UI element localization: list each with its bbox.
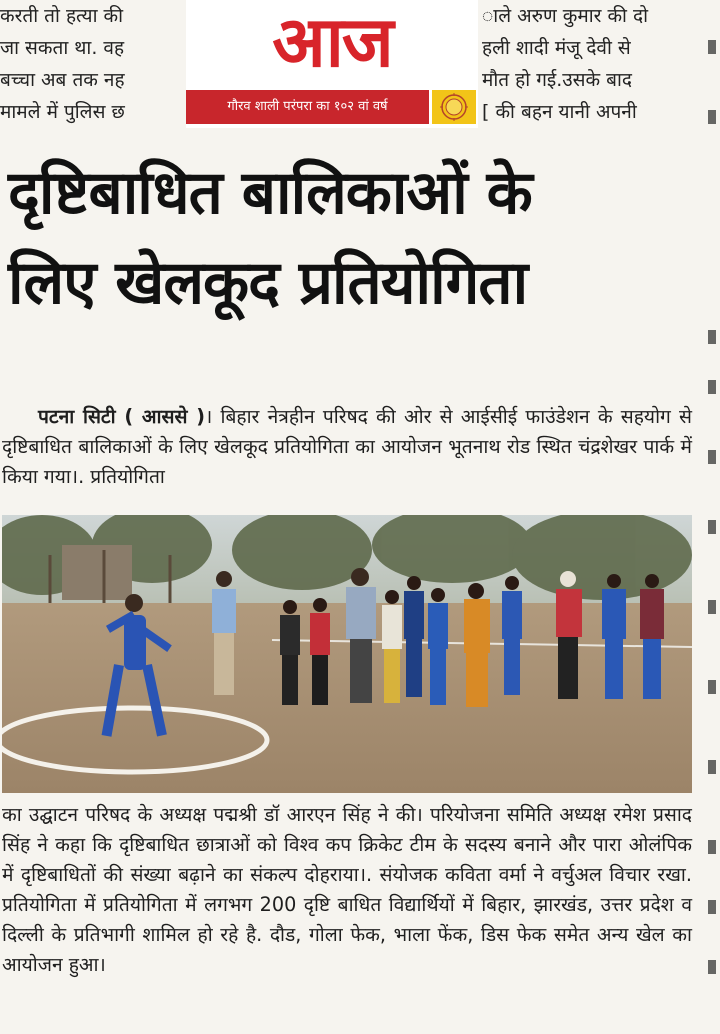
dateline: पटना सिटी ( आससे ) [38, 405, 205, 428]
masthead-tagline: गौरव शाली परंपरा का १०२ वां वर्ष [186, 90, 429, 124]
background-article-left [0, 0, 185, 128]
article-paragraph-2: का उद्घाटन परिषद के अध्यक्ष पद्मश्री डॉ आरएन सिंह ने की। परियोजना समिति अध्यक्ष रमेश प्रसाद सिंह ने कहा कि दृष्टिबाधित छात्राओं को विश्व कप क्रिकेट टीम के सदस्य बनाने और पारा ओलंपिक में दृष्टिबाधितों की संख्या बढ़ाने का संकल्प दोहराया।. संयोजक कविता वर्मा ने वर्चुअल विचार रखा. प्रतियोगिता में प्रतियोगिता में लगभग 200 दृष्टि बाधित विद्यार्थियों में बिहार, झारखंड, उत्तर प्रदेश व दिल्ली के प्रतिभागी शामिल हो रहे है. दौड, गोला फेक, भाला फेंक, डिस फेक समेत अन्य खेल का आयोजन हुआ। [2, 803, 692, 976]
headline-line-2: लिए खेलकूद प्रतियोगिता [8, 248, 528, 318]
background-article-right [482, 0, 692, 128]
adjacent-column-edge [706, 0, 720, 1034]
anniversary-seal-icon [432, 90, 476, 124]
text-line: ाले अरुण कुमार की दो [482, 5, 649, 27]
text-line: जा सकता था. वह [0, 37, 125, 59]
masthead [186, 0, 478, 128]
text-line: मामले में पुलिस छ [0, 101, 125, 123]
paragraph-text: । बिहार नेत्रहीन परिषद की ओर से आईसीई फाउंडेशन के सहयोग से दृष्टिबाधित बालिकाओं के लिए खेलकूद प्रतियोगिता का आयोजन भूतनाथ रोड स्थित चंद्रशेखर पार्क में किया गया।. प्रतियोगिता [2, 405, 693, 488]
event-photo [2, 515, 692, 793]
article-paragraph-1 [2, 402, 692, 492]
text-line: करती तो हत्या की [0, 5, 124, 27]
headline-line-1: दृष्टिबाधित बालिकाओं के [8, 158, 532, 228]
text-line: बच्चा अब तक नह [0, 69, 125, 91]
text-line: मौत हो गई.उसके बाद [482, 69, 633, 91]
newspaper-logo: आज [272, 1, 392, 83]
text-line: [ की बहन यानी अपनी [482, 101, 637, 123]
headline [8, 148, 708, 328]
text-line: हली शादी मंजू देवी से [482, 37, 631, 59]
